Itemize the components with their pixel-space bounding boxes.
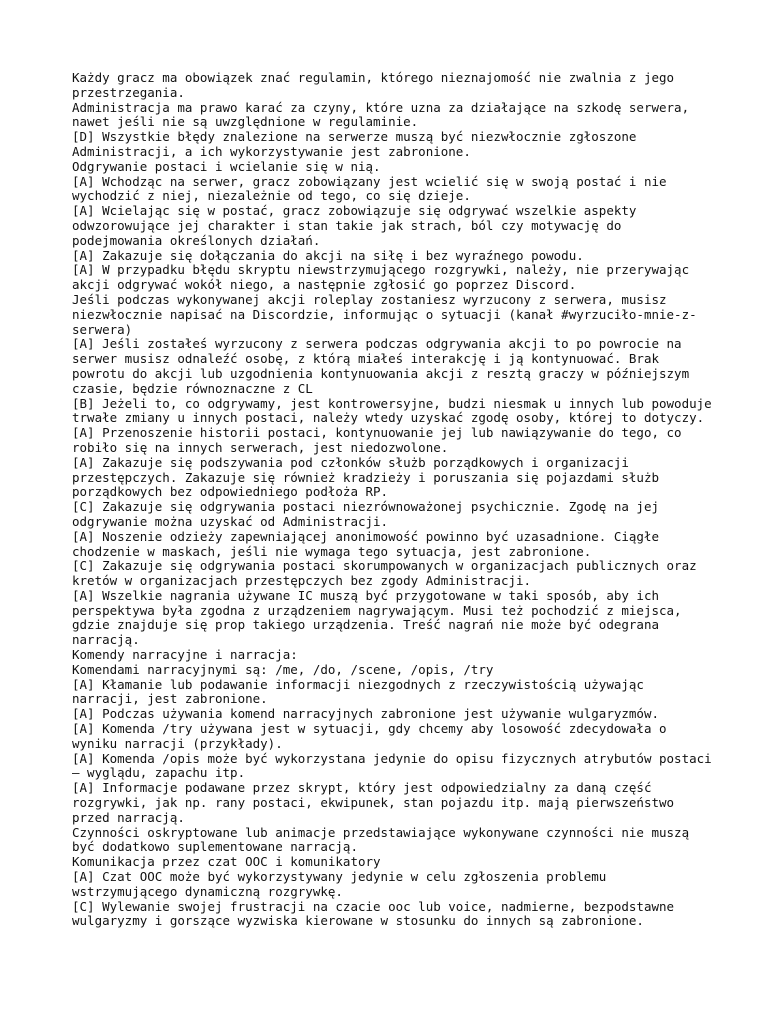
text-line: [A] Zakazuje się dołączania do akcji na siłę i bez wyraźnego powodu.	[72, 247, 584, 263]
text-line: [A] Czat OOC może być wykorzystywany jedynie w celu zgłoszenia problemu wstrzymującego dynamiczną rozgrywkę.	[72, 869, 614, 899]
text-line: Czynności oskryptowane lub animacje przedstawiające wykonywane czynności nie muszą być dodatkowo suplementowane narracją.	[72, 824, 697, 855]
text-line: [A] W przypadku błędu skryptu niewstrzymującego rozgrywki, należy, nie przerywając akcji odgrywać wokół niego, a następnie zgłosić go poprzez Discord.	[72, 262, 697, 293]
text-line: [A] Informacje podawane przez skrypt, który jest odpowiedzialny za daną część rozgrywki, jak np. rany postaci, ekwipunek, stan pojazdu itp. mają pierwszeństwo przed narracją.	[72, 780, 682, 825]
text-line: [A] Jeśli zostałeś wyrzucony z serwera podczas odgrywania akcji to po powrocie na serwer musisz odnaleźć osobę, z którą miałeś interakcję i ją kontynuować. Brak powrotu do akcji lub uzgodnienia kontynuowania akcji z resztą graczy w późniejszym czasie, będzie równoznaczne z CL	[72, 336, 697, 396]
text-line: Administracja ma prawo karać za czyny, które uzna za działające na szkodę serwera, nawet jeśli nie są uwzględnione w regulaminie.	[72, 99, 697, 130]
section-heading: Komendy narracyjne i narracja:	[72, 647, 298, 663]
text-line: Każdy gracz ma obowiązek znać regulamin, którego nieznajomość nie zwalnia z jego przestrzegania.	[72, 70, 682, 100]
text-line: [A] Przenoszenie historii postaci, kontynuowanie jej lub nawiązywanie do tego, co robiło się na innych serwerach, jest niedozwolone.	[72, 425, 690, 455]
text-line: [A] Podczas używania komend narracyjnych zabronione jest używanie wulgaryzmów.	[72, 706, 659, 722]
text-line: [A] Zakazuje się podszywania pod członków służb porządkowych i organizacji przestępczych. Zakazuje się również kradzieży i poruszania się pojazdami służb porządkowych bez odpowiedniego podłoża RP.	[72, 454, 667, 500]
text-line: Komendami narracyjnymi są: /me, /do, /scene, /opis, /try	[72, 661, 494, 677]
section-heading: Komunikacja przez czat OOC i komunikatory	[72, 854, 381, 870]
text-line: [C] Zakazuje się odgrywania postaci niezrównoważonej psychicznie. Zgodę na jej odgrywanie można uzyskać od Administracji.	[72, 499, 667, 529]
document-page	[72, 70, 720, 929]
text-line: [A] Wcielając się w postać, gracz zobowiązuje się odgrywać wszelkie aspekty odwzorowujące jej charakter i stan takie jak strach, ból czy motywację do podejmowania określonych działań.	[72, 203, 644, 248]
section-heading: Odgrywanie postaci i wcielanie się w nią.	[72, 158, 381, 174]
text-line: Jeśli podczas wykonywanej akcji roleplay zostaniesz wyrzucony z serwera, musisz niezwłocznie napisać na Discordzie, informując o sytuacji (kanał #wyrzuciło-mnie-z-serwera)	[72, 291, 697, 337]
text-line: [D] Wszystkie błędy znalezione na serwerze muszą być niezwłocznie zgłoszone Administracji, a ich wykorzystywanie jest zabronione.	[72, 129, 644, 159]
text-line: [A] Wszelkie nagrania używane IC muszą być przygotowane w taki sposób, aby ich perspektywa była zgodna z urządzeniem nagrywającym. Musi też pochodzić z miejsca, gdzie znajduje się prop takiego urządzenia. Treść nagrań nie może być odegrana narracją.	[72, 587, 690, 648]
text-line: [A] Komenda /opis może być wykorzystana jedynie do opisu fizycznych atrybutów postaci — wyglądu, zapachu itp.	[72, 750, 720, 781]
text-line: [A] Kłamanie lub podawanie informacji niezgodnych z rzeczywistością używając narracji, jest zabronione.	[72, 676, 652, 707]
text-line: [C] Zakazuje się odgrywania postaci skorumpowanych w organizacjach publicznych oraz kretów w organizacjach przestępczych bez zgody Administracji.	[72, 558, 705, 589]
text-line: [C] Wylewanie swojej frustracji na czacie ooc lub voice, nadmierne, bezpodstawne wulgaryzmy i gorszące wyzwiska kierowane w stosunku do innych są zabronione.	[72, 898, 682, 929]
text-line: [A] Komenda /try używana jest w sytuacji, gdy chcemy aby losowość zdecydowała o wyniku narracji (przykłady).	[72, 721, 675, 751]
text-line: [A] Noszenie odzieży zapewniającej anonimowość powinno być uzasadnione. Ciągłe chodzenie w maskach, jeśli nie wymaga tego sytuacja, jest zabronione.	[72, 528, 667, 559]
text-line: [A] Wchodząc na serwer, gracz zobowiązany jest wcielić się w swoją postać i nie wychodzić z niej, niezależnie od tego, co się dzieje.	[72, 173, 675, 204]
text-line: [B] Jeżeli to, co odgrywamy, jest kontrowersyjne, budzi niesmak u innych lub powoduje trwałe zmiany u innych postaci, należy wtedy uzyskać zgodę osoby, której to dotyczy.	[72, 395, 720, 426]
